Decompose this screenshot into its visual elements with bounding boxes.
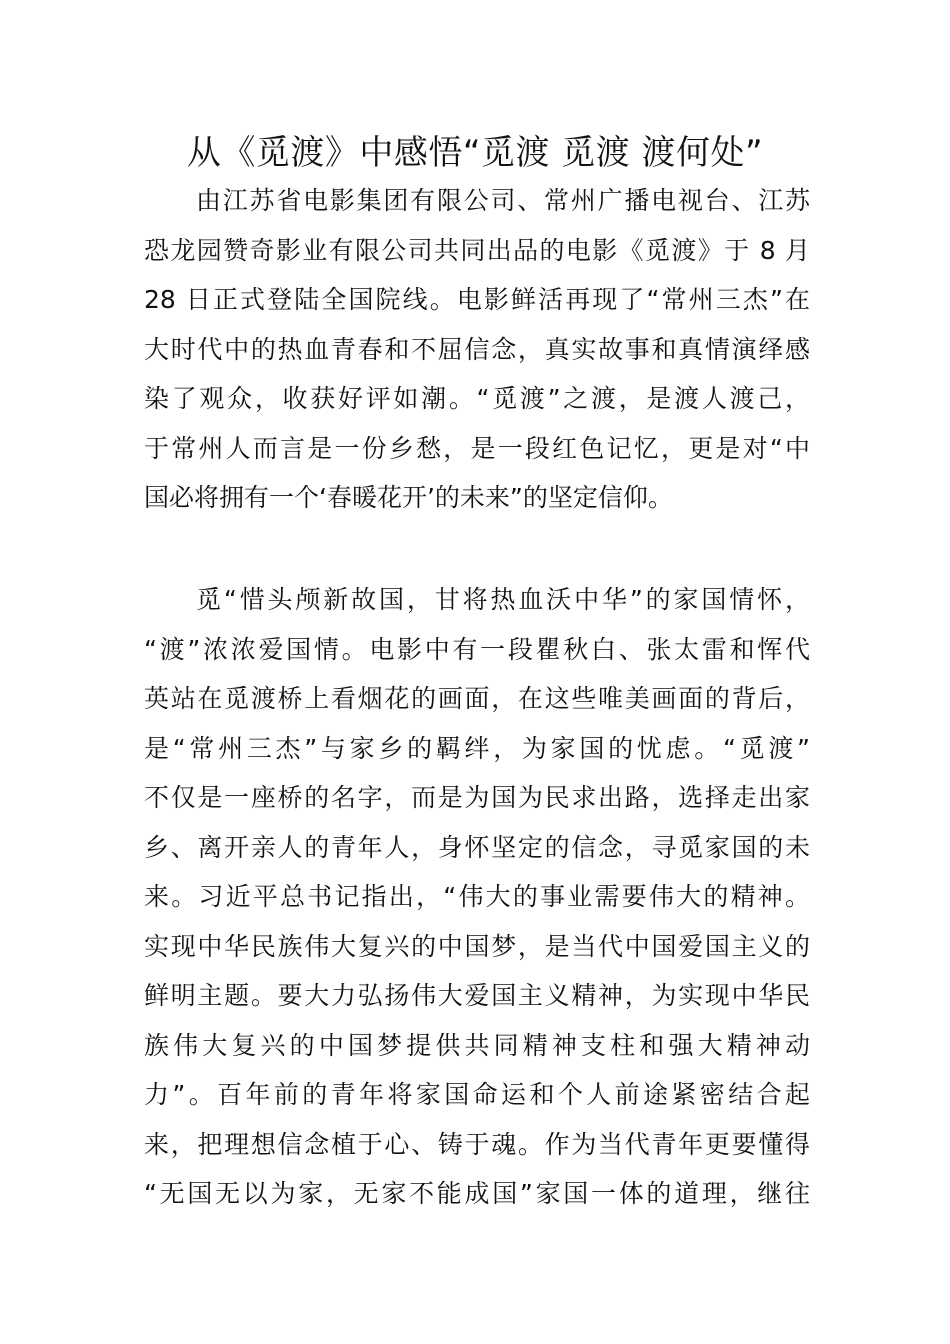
paragraph-line: 不仅是一座桥的名字，而是为国为民求出路，选择走出家 [144,783,810,812]
paragraph-line: “无国无以为家，无家不能成国”家国一体的道理，继往 [144,1179,810,1208]
paragraph-line: 来，把理想信念植于心、铸于魂。作为当代青年更要懂得 [144,1129,810,1159]
paragraph-line: 28 日正式登陆全国院线。电影鲜活再现了“常州三杰”在 [144,285,810,314]
paragraph-line: 大时代中的热血青春和不屈信念，真实故事和真情演绎感 [144,334,810,364]
paragraph-line: 力”。百年前的青年将家国命运和个人前途紧密结合起 [144,1080,810,1109]
paragraph-line: 是“常州三杰”与家乡的羁绊，为家国的忧虑。“觅渡” [144,733,810,763]
paragraph-line: 乡、离开亲人的青年人，身怀坚定的信念，寻觅家国的未 [144,832,810,862]
paragraph-line: 鲜明主题。要大力弘扬伟大爱国主义精神，为实现中华民 [144,981,810,1010]
paragraph-line: 染了观众，收获好评如潮。“觅渡”之渡，是渡人渡己， [144,384,810,413]
paragraph-line: 恐龙园赞奇影业有限公司共同出品的电影《觅渡》于 8 月 [144,235,810,265]
paragraph-2 [144,575,810,1219]
paragraph-line: 于常州人而言是一份乡愁，是一段红色记忆，更是对“中 [144,433,810,463]
document-title: 从《觅渡》中感悟“觅渡 觅渡 渡何处” [186,133,764,173]
paragraph-line: 来。习近平总书记指出，“伟大的事业需要伟大的精神。 [144,882,810,911]
paragraph-line: 族伟大复兴的中国梦提供共同精神支柱和强大精神动 [144,1030,810,1060]
paragraph-line: 实现中华民族伟大复兴的中国梦，是当代中国爱国主义的 [144,931,810,961]
paragraph-line: “渡”浓浓爱国情。电影中有一段瞿秋白、张太雷和恽代 [144,634,810,664]
paragraph-1 [144,176,810,523]
paragraph-line: 觅“惜头颅新故国，甘将热血沃中华”的家国情怀， [196,585,810,614]
paragraph-line: 国必将拥有一个‘春暖花开’的未来”的坚定信仰。 [144,483,673,512]
paragraph-line: 英站在觅渡桥上看烟花的画面，在这些唯美画面的背后， [144,684,810,713]
paragraph-line: 由江苏省电影集团有限公司、常州广播电视台、江苏 [196,186,810,215]
